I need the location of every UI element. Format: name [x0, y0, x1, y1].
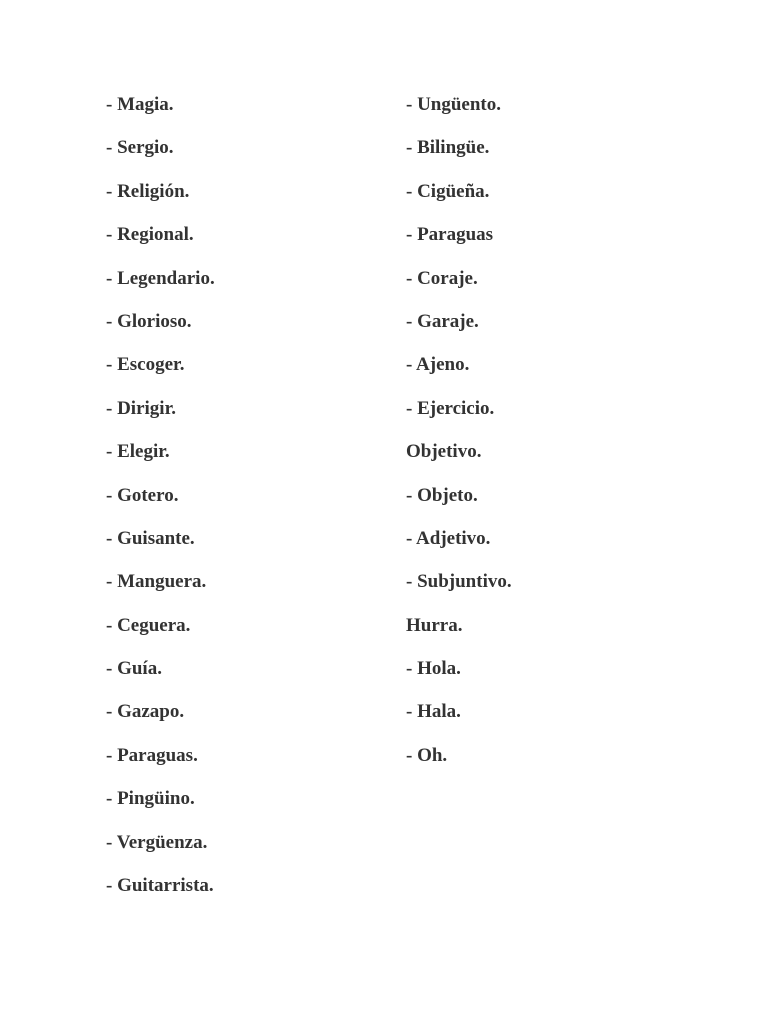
list-item: - Elegir. [106, 441, 170, 463]
list-item: - Paraguas. [106, 744, 198, 766]
list-item: Objetivo. [406, 441, 482, 463]
list-item: - Paraguas [406, 224, 494, 246]
word-list-right-column [406, 93, 512, 787]
list-item: - Ceguera. [106, 614, 191, 636]
list-item: - Glorioso. [106, 310, 192, 332]
list-item: - Guisante. [106, 527, 195, 549]
list-item: - Gazapo. [106, 701, 185, 723]
list-item: - Legendario. [106, 267, 215, 289]
list-item: - Ungüento. [406, 94, 502, 115]
list-item: - Vergüenza. [106, 831, 208, 853]
list-item: - Guía. [106, 658, 162, 680]
list-item: - Regional. [106, 224, 194, 246]
list-item: - Religión. [106, 180, 190, 202]
list-item: - Coraje. [406, 267, 478, 289]
list-item: - Hola. [406, 658, 461, 680]
list-item: - Oh. [406, 744, 448, 766]
list-item: - Hala. [406, 701, 461, 723]
list-item: - Sergio. [106, 137, 174, 159]
list-item: - Pingüino. [106, 788, 195, 810]
word-list-left-column [106, 93, 215, 917]
list-item: - Adjetivo. [406, 527, 491, 549]
list-item: - Magia. [106, 94, 174, 115]
list-item: - Dirigir. [106, 397, 177, 419]
list-item: - Garaje. [406, 310, 479, 332]
list-item: - Ejercicio. [406, 397, 495, 419]
list-item: - Guitarrista. [106, 875, 214, 897]
list-item: - Ajeno. [406, 354, 470, 376]
list-item: - Subjuntivo. [406, 571, 512, 593]
list-item: Hurra. [406, 614, 463, 636]
list-item: - Gotero. [106, 484, 179, 506]
list-item: - Escoger. [106, 354, 185, 376]
list-item: - Bilingüe. [406, 137, 490, 159]
list-item: - Cigüeña. [406, 180, 490, 202]
list-item: - Manguera. [106, 571, 207, 593]
list-item: - Objeto. [406, 484, 478, 506]
